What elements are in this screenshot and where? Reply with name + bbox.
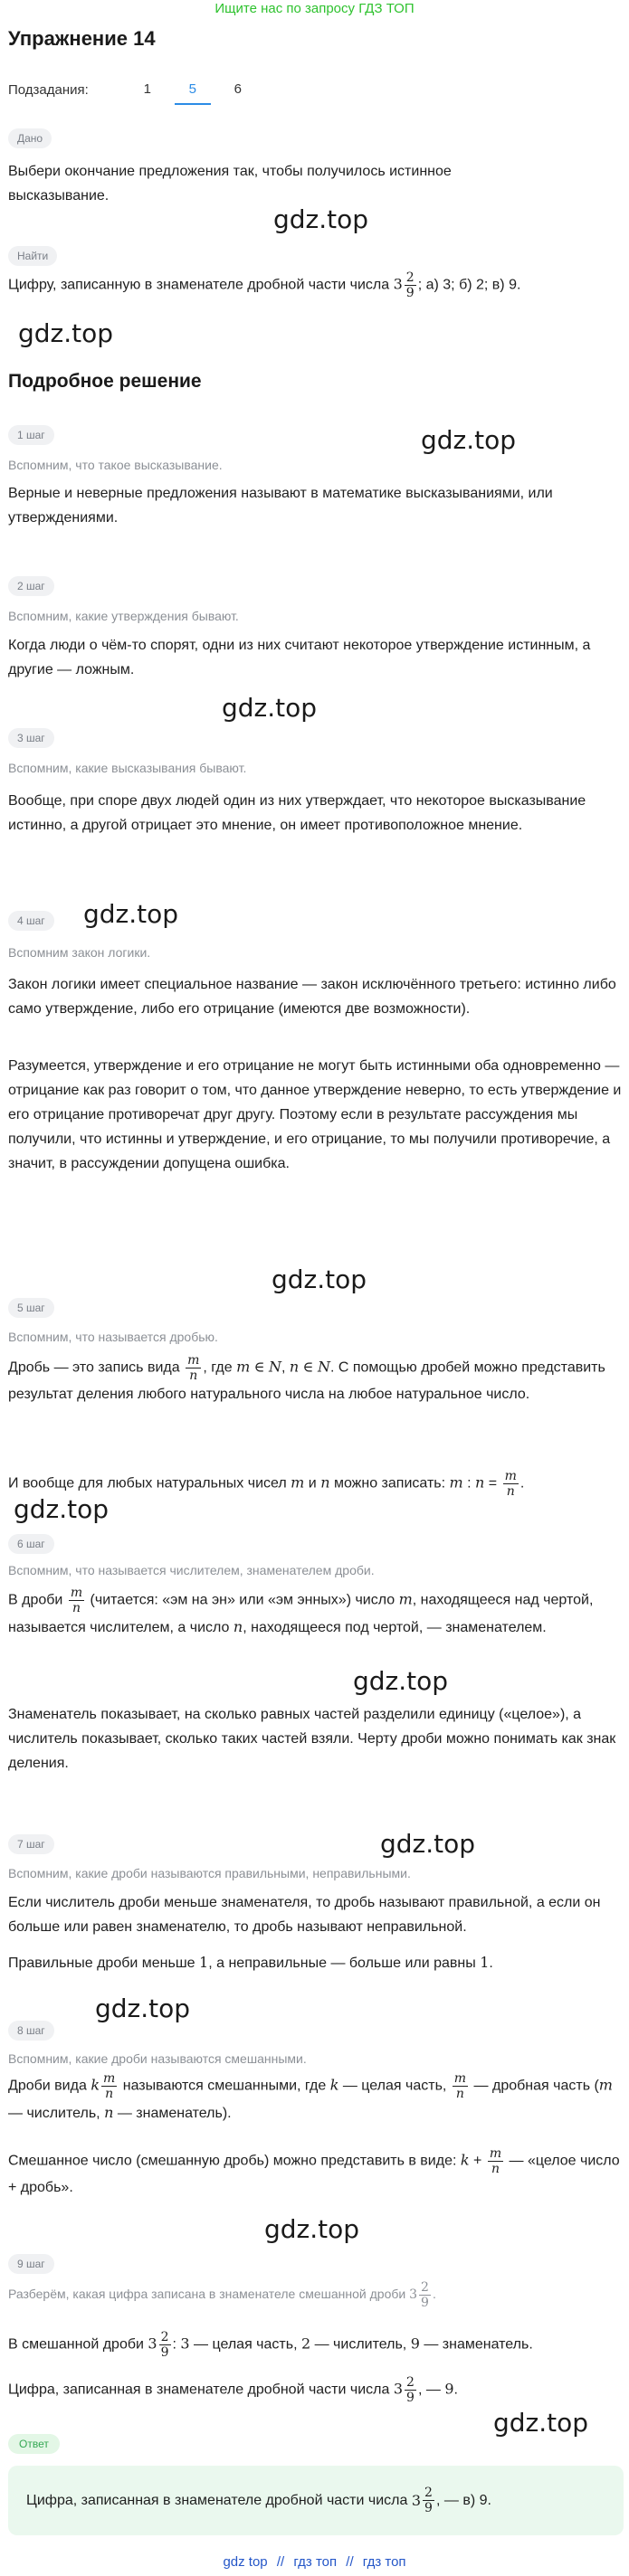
find-text: Цифру, записанную в знаменателе дробной части числа 3 $\frac{2}{9}$ ; а) 3; б) 2; в) 9. (8, 270, 521, 300)
step-3-hint: Вспомним, какие высказывания бывают. (8, 761, 247, 775)
step-6-text-b: (читается: «эм на эн» или «эм энных») число (90, 1592, 396, 1608)
step-5-text-a: Дробь — это запись вида (8, 1359, 180, 1376)
subtask-tab-1[interactable]: 1 (143, 81, 151, 97)
step-6-badge: 6 шаг (8, 1534, 54, 1554)
watermark: gdz.top (272, 1264, 367, 1294)
step-8-text-g: — знаменатель). (117, 2106, 232, 2121)
step-4-text: Закон логики имеет специальное название — закон исключённого третьего: истинно либо само утверждение, либо его отрицание (имеются две возможности). (8, 977, 616, 1017)
step-2-text: Когда люди о чём-то спорят, одни из них считают некоторое утверждение истинным, а другие — ложным. (8, 638, 591, 677)
watermark: gdz.top (83, 899, 179, 929)
step-8-text-e: дробная часть ( (491, 2078, 599, 2094)
step-9-text-2a: Цифра, записанная в знаменателе дробной части числа (8, 2382, 390, 2398)
answer-box: Цифра, записанная в знаменателе дробной части числа 3 $\frac{2}{9}$ , — в) 9. (8, 2466, 624, 2535)
find-badge: Найти (8, 246, 57, 266)
subtasks-nav (8, 74, 261, 105)
step-8-badge: 8 шаг (8, 2021, 54, 2041)
watermark: gdz.top (222, 693, 318, 723)
step-4-text-2: Разумеется, утверждение и его отрицание не могут быть истинными оба одновременно — отрицание как раз говорит о том, что данное утверждение неверно, то есть утверждение и его отрицание противоречат друг другу. Поэтому если в результате рассуждения мы получили, что истинны и утверждение, и его отрицание, то мы получили противоречие, а значит, в рассуждении допущена ошибка. (8, 1058, 622, 1171)
step-5-text-2: И вообще для любых натуральных чисел m и n можно записать: m : n = $\frac{m}{n}$ . (8, 1469, 525, 1499)
find-options: а) 3; б) 2; в) 9. (425, 277, 521, 293)
step-9-text-2: Цифра, записанная в знаменателе дробной части числа 3 $\frac{2}{9}$ , — 9. (8, 2375, 458, 2405)
given-text: Выбери окончание предложения так, чтобы получилось истинное высказывание. (8, 164, 452, 204)
step-2-badge: 2 шаг (8, 576, 54, 596)
given-badge: Дано (8, 128, 52, 148)
step-9-text-c: — числитель, (314, 2336, 407, 2353)
step-4-hint: Вспомним закон логики. (8, 945, 151, 960)
step-9-text-b: — целая часть, (194, 2336, 298, 2353)
step-5-and: и (308, 1475, 317, 1492)
step-7-text-2a: Правильные дроби меньше (8, 1956, 195, 1971)
step-6-text-c: , находящееся над чертой, называется числителем, а число (8, 1592, 594, 1635)
answer-badge: Ответ (8, 2434, 60, 2454)
watermark: gdz.top (18, 318, 114, 348)
step-8-text-a: Дроби вида (8, 2078, 87, 2094)
page-title: Упражнение 14 (8, 27, 156, 50)
step-5-badge: 5 шаг (8, 1298, 54, 1318)
step-1-text: Верные и неверные предложения называют в математике высказываниями, или утверждениями. (8, 486, 553, 526)
watermark: gdz.top (353, 1666, 449, 1696)
step-9-text-d: — знаменатель. (424, 2336, 533, 2353)
step-5-text: Дробь — это запись вида $\frac{m}{n}$ , где m ∈ N, n ∈ N. С помощью дробей можно представить результат деления любого натурального числа на любое натуральное число. (8, 1353, 605, 1402)
step-7-text-2: Правильные дроби меньше 1, а неправильные — больше или равны 1. (8, 1954, 493, 1971)
step-5-text-2a: И вообще для любых натуральных чисел (8, 1475, 287, 1492)
step-7-badge: 7 шаг (8, 1834, 54, 1854)
watermark: gdz.top (380, 1829, 476, 1859)
watermark: gdz.top (14, 1494, 110, 1524)
footer-link-gdz-top-ru-2[interactable]: гдз топ (362, 2554, 406, 2570)
step-1-hint: Вспомним, что такое высказывание. (8, 458, 223, 472)
step-5-text-c: С помощью дробей можно представить результат деления любого натурального числа на любое натуральное число. (8, 1359, 605, 1402)
footer-link-gdz-top[interactable]: gdz top (223, 2554, 268, 2570)
step-7-text: Если числитель дроби меньше знаменателя, то дробь называют правильной, а если он больше или равен знаменателю, то дробь называют неправильной. (8, 1895, 601, 1935)
subtask-tab-5[interactable]: 5 (170, 74, 215, 105)
step-8-text-c: — целая часть, (342, 2078, 447, 2094)
step-8-text-b: называются смешанными, где (122, 2078, 327, 2094)
step-4-badge: 4 шаг (8, 911, 54, 931)
step-8-text-2a: Смешанное число (смешанную дробь) можно представить в виде: (8, 2153, 457, 2169)
step-3-badge: 3 шаг (8, 728, 54, 748)
answer-text: Цифра, записанная в знаменателе дробной части числа (26, 2492, 408, 2508)
step-8-text-2: Смешанное число (смешанную дробь) можно представить в виде: k + $\frac{m}{n}$ — «целое число + дробь». (8, 2146, 620, 2195)
step-5-text-2b: можно записать: (333, 1475, 446, 1492)
watermark: gdz.top (273, 204, 369, 234)
step-1-badge: 1 шаг (8, 425, 54, 445)
step-6-hint: Вспомним, что называется числителем, знаменателем дроби. (8, 1563, 375, 1577)
step-9-text-a: В смешанной дроби (8, 2336, 144, 2353)
step-8-text-2b: «целое число + дробь». (8, 2153, 620, 2195)
top-banner[interactable]: Ищите нас по запросу ГДЗ ТОП (214, 1, 415, 16)
subtask-tab-6[interactable]: 6 (233, 81, 242, 97)
subtasks-label: Подзадания: (8, 81, 89, 98)
step-5-text-b: , где (203, 1359, 233, 1376)
watermark: gdz.top (95, 1994, 191, 2023)
watermark: gdz.top (493, 2408, 589, 2438)
step-8-text-f: — числитель, (8, 2106, 100, 2121)
step-7-text-2b: , а неправильные — больше или равны (208, 1956, 476, 1971)
step-2-hint: Вспомним, какие утверждения бывают. (8, 609, 239, 623)
step-8-hint: Вспомним, какие дроби называются смешанными. (8, 2051, 307, 2066)
step-6-text-a: В дроби (8, 1592, 63, 1608)
step-8-text-d: — (473, 2078, 489, 2094)
footer-link-gdz-top-ru[interactable]: гдз топ (293, 2554, 338, 2570)
step-6-text: В дроби $\frac{m}{n}$ (читается: «эм на эн» или «эм энных») число m, находящееся над чертой, называется числителем, а число n, находящееся под чертой, — знаменателем. (8, 1586, 594, 1635)
find-text-main: Цифру, записанную в знаменателе дробной части числа (8, 277, 390, 293)
step-6-text-d: , находящееся под чертой, — знаменателем. (243, 1620, 547, 1635)
step-6-text-2: Знаменатель показывает, на сколько равных частей разделили единицу («целое»), а числитель показывает, сколько таких частей взяли. Черту дроби можно понимать как знак деления. (8, 1707, 616, 1771)
footer-links (0, 2554, 629, 2570)
step-5-hint: Вспомним, что называется дробью. (8, 1330, 218, 1344)
watermark: gdz.top (421, 425, 517, 455)
step-9-hint: Разберём, какая цифра записана в знаменателе смешанной дроби 3 $\frac{2}{9}$ . (8, 2280, 436, 2310)
step-9-hint-text: Разберём, какая цифра записана в знаменателе смешанной дроби (8, 2287, 406, 2302)
footer-separator: // (276, 2554, 285, 2570)
footer-separator: // (346, 2554, 354, 2570)
step-7-hint: Вспомним, какие дроби называются правильными, неправильными. (8, 1866, 411, 1880)
solution-title: Подробное решение (8, 371, 202, 392)
step-9-badge: 9 шаг (8, 2254, 54, 2274)
step-3-text: Вообще, при споре двух людей один из них утверждает, что некоторое высказывание истинно, а другой отрицает это мнение, он имеет противоположное мнение. (8, 793, 586, 833)
answer-result: в) 9. (462, 2492, 491, 2508)
watermark: gdz.top (264, 2214, 360, 2244)
step-8-text: Дроби вида k $\frac{m}{n}$ называются смешанными, где k — целая часть, $\frac{m}{n}$ — дробная часть (m — числитель, n — знаменатель). (8, 2071, 613, 2121)
step-9-text: В смешанной дроби 3 $\frac{2}{9}$ : 3 — целая часть, 2 — числитель, 9 — знаменатель. (8, 2330, 533, 2360)
